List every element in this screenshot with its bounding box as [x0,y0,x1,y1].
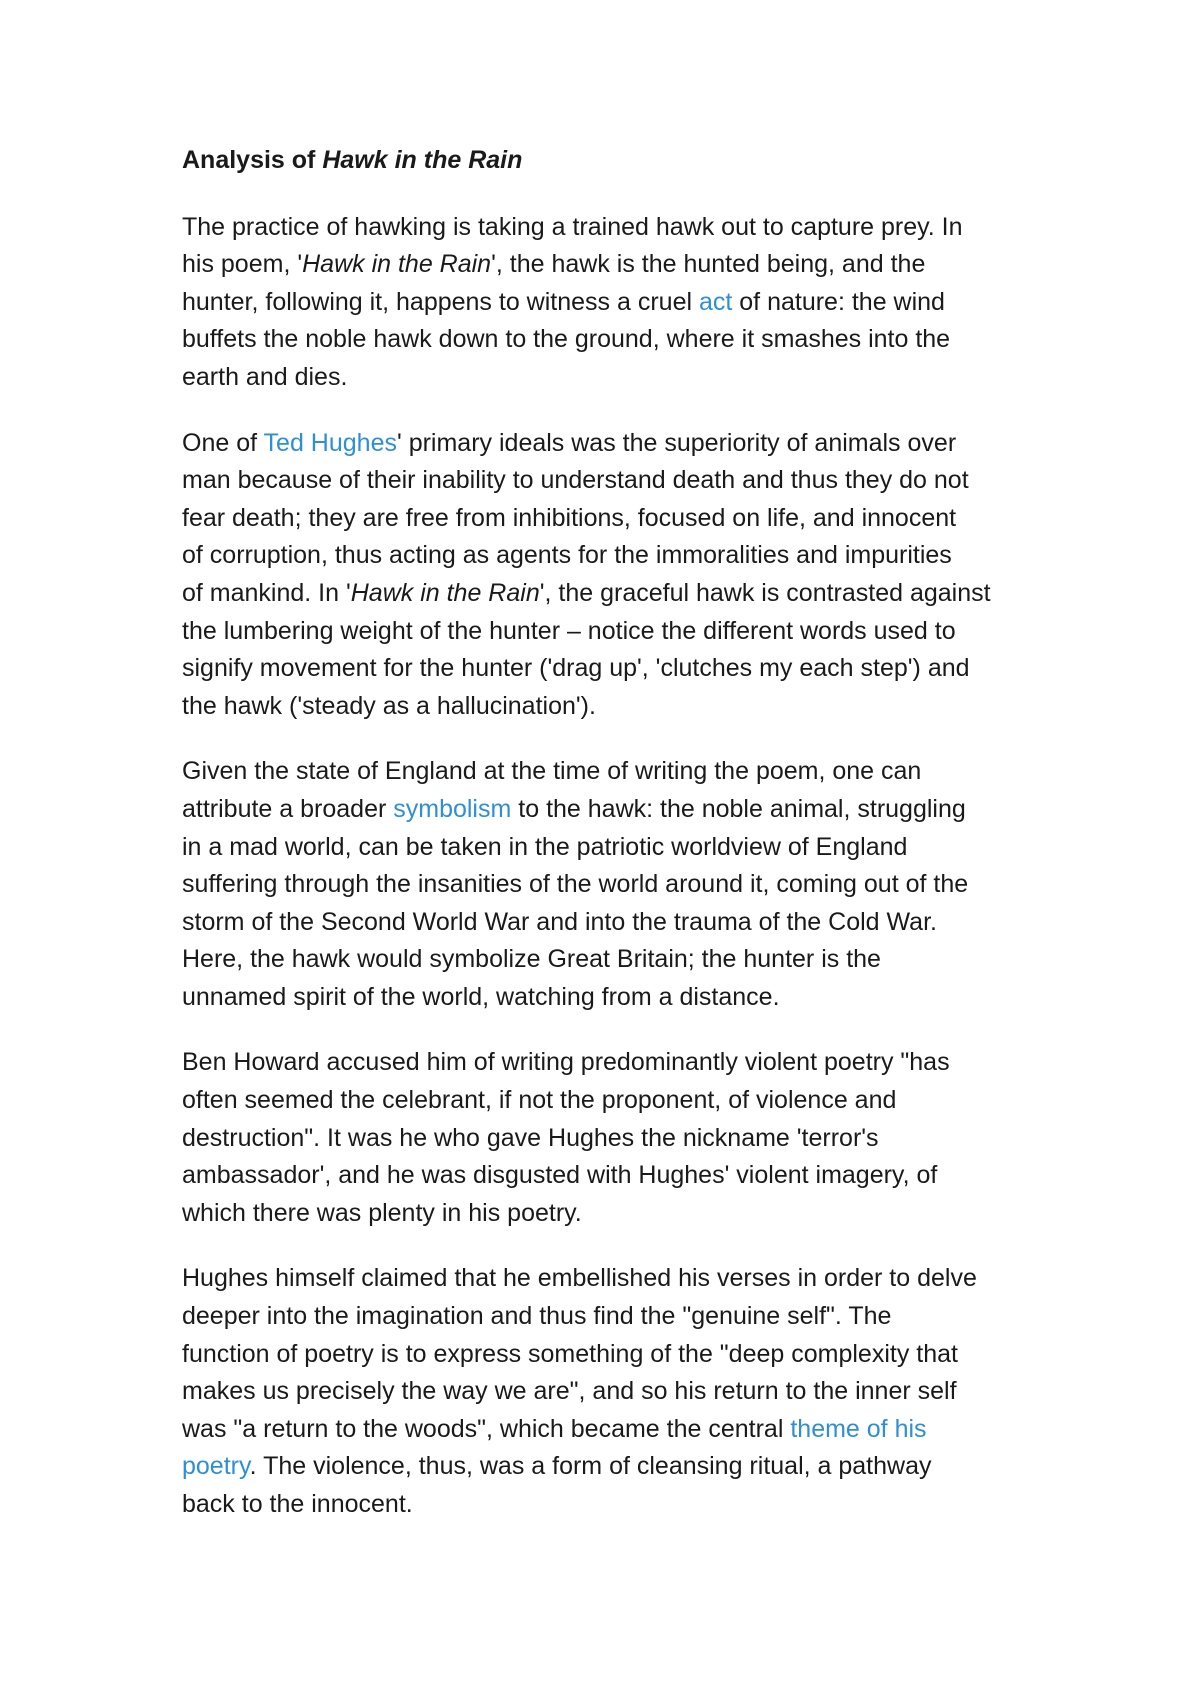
title-poem-name: Hawk in the Rain [322,146,523,174]
paragraph-2: One of Ted Hughes' primary ideals was the superiority of animals over man because of their inability to understand death and thus they do not fear death; they are free from inhibitions, focused on life, and innocent of corruption, thus acting as agents for the immoralities and impurities of mankind. In 'Hawk in the Rain', the graceful hawk is contrasted against the lumbering weight of the hunter – notice the different words used to signify movement for the hunter ('drag up', 'clutches my each step') and the hawk ('steady as a hallucination'). [182,428,991,720]
link-act[interactable]: act [698,287,733,316]
poem-title-italic: Hawk in the Rain [350,578,540,607]
paragraph-5: Hughes himself claimed that he embellished his verses in order to delve deeper into the imagination and thus find the "genuine self". The function of poetry is to express something of the "deep complexity that makes us precisely the way we are", and so his return to the inner self was "a return to the woods", which became the central theme of his poetry. The violence, thus, was a form of cleansing ritual, a pathway back to the innocent. [182,1264,977,1518]
link-theme-of-his-poetry[interactable]: theme of his [790,1414,927,1443]
paragraph-1: The practice of hawking is taking a trained hawk out to capture prey. In his poem, 'Hawk in the Rain', the hawk is the hunted being, and the hunter, following it, happens to witness a cruel act of nature: the wind buffets the noble hawk down to the ground, where it smashes into the earth and dies. [182,212,963,391]
link-theme-of-his-poetry-cont[interactable]: poetry [182,1452,250,1481]
title-prefix: Analysis of [182,146,323,174]
link-ted-hughes[interactable]: Ted Hughes [263,428,397,457]
link-symbolism[interactable]: symbolism [393,794,512,823]
paragraph-4: Ben Howard accused him of writing predominantly violent poetry "has often seemed the celebrant, if not the proponent, of violence and destruction". It was he who gave Hughes the nickname 'terror's ambassador', and he was disgusted with Hughes' violent imagery, of which there was plenty in his poetry. [182,1048,950,1227]
document-title [182,142,1042,180]
paragraph-3: Given the state of England at the time of writing the poem, one can attribute a broader symbolism to the hawk: the noble animal, struggling in a mad world, can be taken in the patriotic worldview of England suffering through the insanities of the world around it, coming out of the storm of the Second World War and into the trauma of the Cold War. Here, the hawk would symbolize Great Britain; the hunter is the unnamed spirit of the world, watching from a distance. [182,757,969,1011]
poem-title-italic: Hawk in the Rain [302,250,492,279]
document-page [182,142,1042,1552]
